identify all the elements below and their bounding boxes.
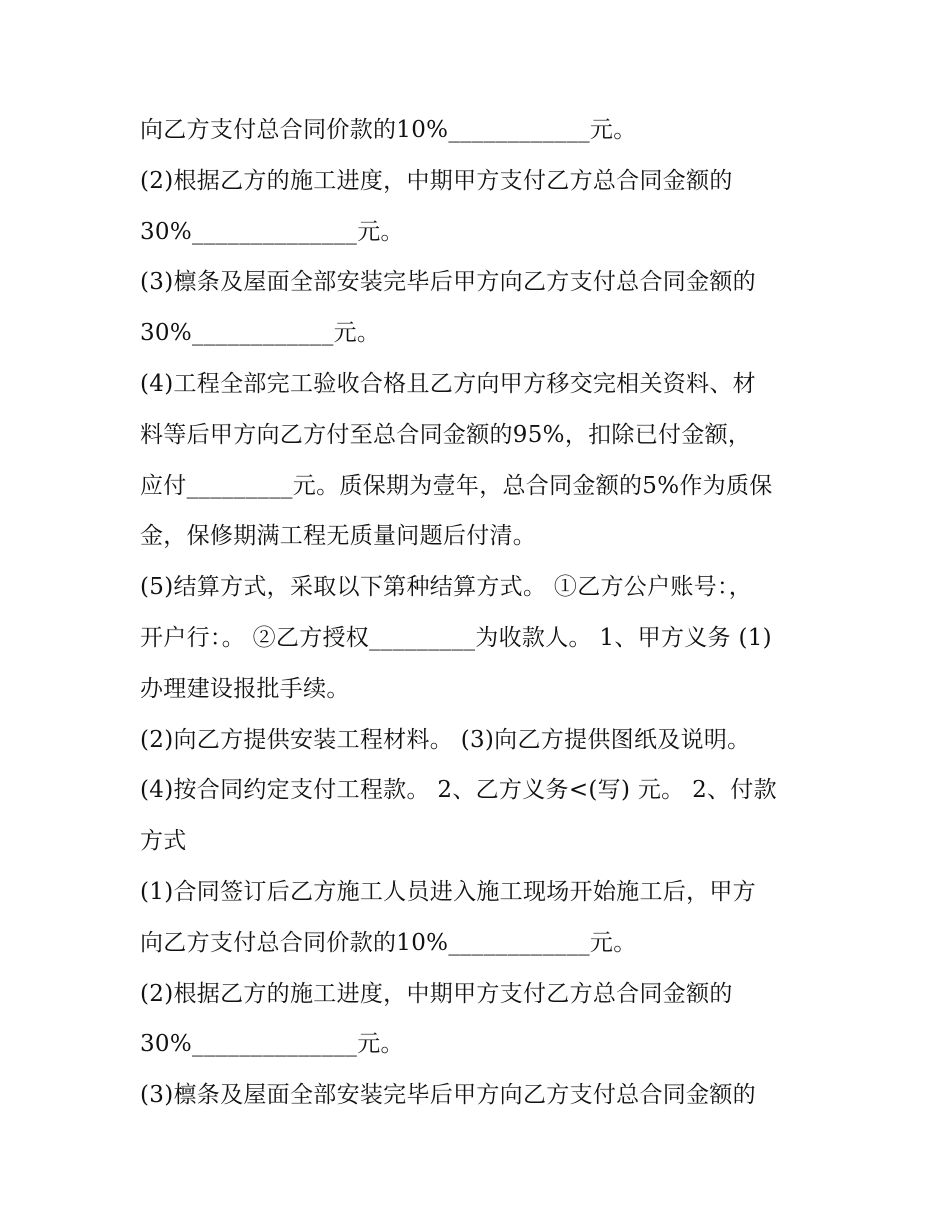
text-line: 办理建设报批手续。 xyxy=(140,675,350,702)
text-line: 开户行：。 ②乙方授权_________为收款人。 1、甲方义务 (1) xyxy=(140,624,772,651)
document-body xyxy=(140,105,820,1121)
text-line: 30%______________元。 xyxy=(140,1031,404,1058)
text-line: 30%____________元。 xyxy=(140,320,381,347)
text-line: (2)根据乙方的施工进度，中期甲方支付乙方总合同金额的 xyxy=(140,167,733,194)
text-line: (2)向乙方提供安装工程材料。 (3)向乙方提供图纸及说明。 xyxy=(140,726,751,753)
text-line: 方式 xyxy=(140,828,187,855)
text-line: (3)檩条及屋面全部安装完毕后甲方向乙方支付总合同金额的 xyxy=(140,269,756,296)
text-line: (1)合同签订后乙方施工人员进入施工现场开始施工后，甲方 xyxy=(140,878,756,905)
text-line: 金，保修期满工程无质量问题后付清。 xyxy=(140,523,537,550)
text-line: 向乙方支付总合同价款的10%____________元。 xyxy=(140,929,637,956)
text-line: 30%______________元。 xyxy=(140,218,404,245)
text-line: 应付_________元。质保期为壹年，总合同金额的5%作为质保 xyxy=(140,472,773,499)
text-line: 向乙方支付总合同价款的10%____________元。 xyxy=(140,117,637,143)
text-line: (5)结算方式，采取以下第种结算方式。 ①乙方公户账号：， xyxy=(140,574,753,601)
text-line: (4)工程全部完工验收合格且乙方向甲方移交完相关资料、材 xyxy=(140,370,756,397)
text-line: 料等后甲方向乙方付至总合同金额的95%，扣除已付金额， xyxy=(140,421,752,448)
text-line: (3)檩条及屋面全部安装完毕后甲方向乙方支付总合同金额的 xyxy=(140,1082,756,1109)
text-line: (4)按合同约定支付工程款。 2、乙方义务<(写) 元。 2、付款 xyxy=(140,777,777,804)
text-line: (2)根据乙方的施工进度，中期甲方支付乙方总合同金额的 xyxy=(140,980,733,1007)
